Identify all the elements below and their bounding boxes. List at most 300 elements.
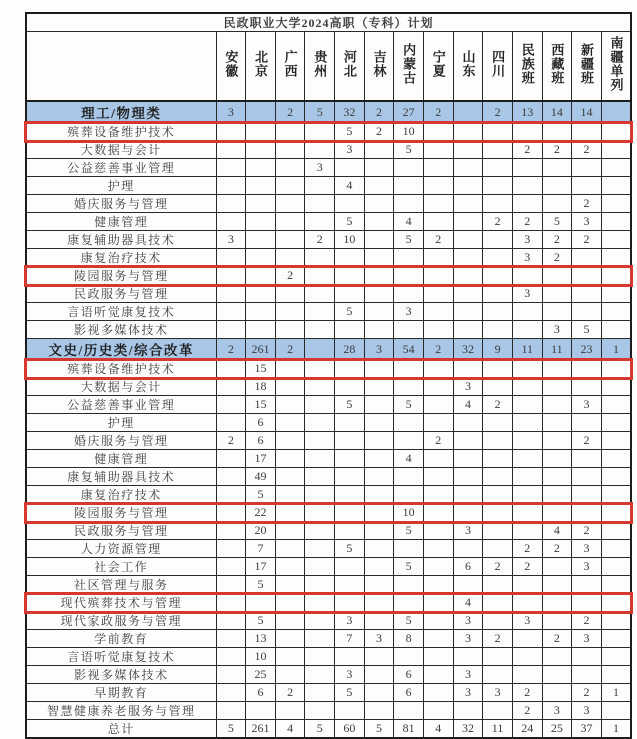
value-cell: [275, 450, 305, 468]
value-cell: 5: [305, 720, 335, 739]
value-cell: [275, 396, 305, 414]
value-cell: 2: [275, 101, 305, 123]
value-cell: 3: [483, 684, 513, 702]
value-cell: 2: [483, 630, 513, 648]
value-cell: [335, 648, 365, 666]
value-cell: [601, 101, 631, 123]
value-cell: [216, 414, 246, 432]
value-cell: [542, 486, 572, 504]
column-header-label: 北京: [252, 50, 268, 78]
value-cell: [572, 504, 602, 522]
value-cell: 3: [512, 231, 542, 249]
value-cell: [512, 303, 542, 321]
value-cell: 4: [453, 594, 483, 612]
row-label: 文史/历史类/综合改革: [26, 339, 216, 360]
corner-cell: [26, 32, 216, 102]
value-cell: [364, 468, 394, 486]
value-cell: [305, 141, 335, 159]
value-cell: [275, 285, 305, 303]
value-cell: 4: [542, 522, 572, 540]
value-cell: [305, 702, 335, 720]
value-cell: 13: [512, 101, 542, 123]
value-cell: [246, 177, 276, 195]
value-cell: [483, 648, 513, 666]
value-cell: 3: [572, 702, 602, 720]
value-cell: [216, 141, 246, 159]
value-cell: [305, 630, 335, 648]
value-cell: [542, 378, 572, 396]
value-cell: [601, 432, 631, 450]
value-cell: [601, 612, 631, 630]
value-cell: [601, 195, 631, 213]
value-cell: 2: [542, 231, 572, 249]
value-cell: [572, 159, 602, 177]
column-header-label: 西藏班: [549, 43, 565, 85]
value-cell: [305, 321, 335, 339]
value-cell: [453, 123, 483, 141]
row-label: 民政服务与管理: [26, 522, 216, 540]
value-cell: 5: [335, 303, 365, 321]
column-header-label: 吉林: [371, 50, 387, 78]
value-cell: [512, 177, 542, 195]
value-cell: 3: [572, 213, 602, 231]
value-cell: [305, 339, 335, 360]
value-cell: [275, 141, 305, 159]
row-label: 婚庆服务与管理: [26, 195, 216, 213]
value-cell: 32: [335, 101, 365, 123]
table-row: [26, 486, 631, 504]
value-cell: [364, 450, 394, 468]
value-cell: [364, 558, 394, 576]
value-cell: [335, 360, 365, 378]
value-cell: [423, 630, 453, 648]
value-cell: [305, 468, 335, 486]
value-cell: [216, 630, 246, 648]
value-cell: 3: [335, 141, 365, 159]
row-label: 现代殡葬技术与管理: [26, 594, 216, 612]
value-cell: 3: [572, 630, 602, 648]
value-cell: 2: [512, 702, 542, 720]
value-cell: [305, 504, 335, 522]
value-cell: 6: [246, 432, 276, 450]
value-cell: [483, 468, 513, 486]
value-cell: [542, 558, 572, 576]
value-cell: 11: [542, 339, 572, 360]
value-cell: [394, 321, 424, 339]
row-label: 理工/物理类: [26, 101, 216, 123]
value-cell: [423, 285, 453, 303]
value-cell: [246, 267, 276, 285]
value-cell: [542, 285, 572, 303]
value-cell: 7: [335, 630, 365, 648]
value-cell: [394, 468, 424, 486]
value-cell: [275, 594, 305, 612]
value-cell: [275, 378, 305, 396]
column-header-label: 四川: [490, 50, 506, 78]
value-cell: 2: [572, 195, 602, 213]
value-cell: 1: [601, 339, 631, 360]
value-cell: [246, 249, 276, 267]
value-cell: 15: [246, 396, 276, 414]
value-cell: [572, 468, 602, 486]
value-cell: [453, 267, 483, 285]
value-cell: [423, 159, 453, 177]
value-cell: [246, 321, 276, 339]
value-cell: 10: [246, 648, 276, 666]
value-cell: 2: [542, 540, 572, 558]
value-cell: [305, 267, 335, 285]
value-cell: 25: [246, 666, 276, 684]
value-cell: [305, 576, 335, 594]
value-cell: [364, 231, 394, 249]
value-cell: [572, 360, 602, 378]
value-cell: [453, 303, 483, 321]
value-cell: [335, 576, 365, 594]
column-header-8: [453, 32, 483, 102]
value-cell: [216, 177, 246, 195]
value-cell: [216, 540, 246, 558]
row-label: 影视多媒体技术: [26, 321, 216, 339]
value-cell: [542, 267, 572, 285]
value-cell: [305, 396, 335, 414]
value-cell: 2: [423, 231, 453, 249]
value-cell: 2: [305, 231, 335, 249]
value-cell: [453, 101, 483, 123]
value-cell: [572, 450, 602, 468]
value-cell: [364, 432, 394, 450]
value-cell: 2: [216, 432, 246, 450]
value-cell: 18: [246, 378, 276, 396]
value-cell: [483, 195, 513, 213]
row-label: 大数据与会计: [26, 141, 216, 159]
value-cell: [542, 666, 572, 684]
value-cell: [453, 702, 483, 720]
value-cell: [423, 666, 453, 684]
value-cell: 3: [216, 101, 246, 123]
value-cell: [275, 177, 305, 195]
value-cell: [275, 540, 305, 558]
value-cell: 6: [453, 558, 483, 576]
row-label: 学前教育: [26, 630, 216, 648]
value-cell: [423, 141, 453, 159]
value-cell: [305, 195, 335, 213]
value-cell: [601, 177, 631, 195]
value-cell: 261: [246, 720, 276, 739]
value-cell: 13: [246, 630, 276, 648]
value-cell: [453, 504, 483, 522]
value-cell: [216, 702, 246, 720]
value-cell: [394, 159, 424, 177]
value-cell: [601, 576, 631, 594]
value-cell: [394, 486, 424, 504]
value-cell: [601, 666, 631, 684]
value-cell: 3: [512, 285, 542, 303]
value-cell: [601, 360, 631, 378]
value-cell: [364, 666, 394, 684]
value-cell: [364, 684, 394, 702]
value-cell: [453, 486, 483, 504]
value-cell: 2: [275, 684, 305, 702]
value-cell: [453, 360, 483, 378]
table-row: [26, 648, 631, 666]
value-cell: [305, 450, 335, 468]
value-cell: [572, 267, 602, 285]
value-cell: [512, 648, 542, 666]
value-cell: [335, 432, 365, 450]
value-cell: [601, 702, 631, 720]
value-cell: [364, 648, 394, 666]
value-cell: [275, 432, 305, 450]
value-cell: [275, 666, 305, 684]
column-header-label: 贵州: [312, 50, 328, 78]
value-cell: [601, 522, 631, 540]
table-row: [26, 612, 631, 630]
row-label: 陵园服务与管理: [26, 267, 216, 285]
value-cell: [423, 486, 453, 504]
column-header-label: 安徽: [223, 50, 239, 78]
value-cell: [364, 522, 394, 540]
table-row-highlighted: [26, 594, 631, 612]
value-cell: [601, 303, 631, 321]
value-cell: [216, 123, 246, 141]
value-cell: 14: [572, 101, 602, 123]
value-cell: 25: [542, 720, 572, 739]
table-row: [26, 177, 631, 195]
column-header-label: 内蒙古: [401, 43, 417, 85]
value-cell: [216, 285, 246, 303]
value-cell: [216, 612, 246, 630]
value-cell: [601, 486, 631, 504]
value-cell: [512, 666, 542, 684]
row-label: 健康管理: [26, 450, 216, 468]
column-header-row: [26, 32, 631, 102]
value-cell: [483, 486, 513, 504]
value-cell: [483, 432, 513, 450]
value-cell: 32: [453, 339, 483, 360]
value-cell: [275, 468, 305, 486]
value-cell: 3: [453, 522, 483, 540]
value-cell: [453, 432, 483, 450]
column-header-6: [394, 32, 424, 102]
row-label: 护理: [26, 177, 216, 195]
row-label: 健康管理: [26, 213, 216, 231]
value-cell: [305, 612, 335, 630]
value-cell: 2: [572, 684, 602, 702]
value-cell: 3: [542, 321, 572, 339]
value-cell: [512, 576, 542, 594]
table-row: [26, 396, 631, 414]
column-header-13: [601, 32, 631, 102]
value-cell: [335, 504, 365, 522]
value-cell: [601, 321, 631, 339]
value-cell: [246, 101, 276, 123]
value-cell: [423, 594, 453, 612]
value-cell: 5: [394, 612, 424, 630]
value-cell: [423, 468, 453, 486]
column-header-label: 民族班: [519, 43, 535, 85]
value-cell: [364, 360, 394, 378]
value-cell: 3: [453, 666, 483, 684]
table-row-highlighted: [26, 267, 631, 285]
value-cell: [364, 303, 394, 321]
value-cell: 14: [542, 101, 572, 123]
column-header-4: [335, 32, 365, 102]
value-cell: [423, 558, 453, 576]
value-cell: [275, 486, 305, 504]
value-cell: [305, 213, 335, 231]
value-cell: 11: [483, 720, 513, 739]
value-cell: [483, 666, 513, 684]
value-cell: [305, 648, 335, 666]
value-cell: 2: [364, 123, 394, 141]
row-label: 公益慈善事业管理: [26, 159, 216, 177]
value-cell: [423, 450, 453, 468]
value-cell: [483, 141, 513, 159]
value-cell: [423, 576, 453, 594]
value-cell: [216, 666, 246, 684]
column-header-2: [275, 32, 305, 102]
value-cell: 2: [483, 101, 513, 123]
value-cell: 3: [453, 630, 483, 648]
value-cell: [216, 213, 246, 231]
value-cell: 32: [453, 720, 483, 739]
value-cell: [216, 159, 246, 177]
row-label: 康复辅助器具技术: [26, 468, 216, 486]
value-cell: [364, 486, 394, 504]
value-cell: [601, 267, 631, 285]
value-cell: 5: [364, 720, 394, 739]
value-cell: [423, 249, 453, 267]
value-cell: [305, 486, 335, 504]
value-cell: [364, 504, 394, 522]
value-cell: 3: [542, 702, 572, 720]
value-cell: 6: [246, 414, 276, 432]
row-label: 殡葬设备维护技术: [26, 123, 216, 141]
value-cell: [512, 594, 542, 612]
value-cell: [246, 702, 276, 720]
value-cell: [423, 360, 453, 378]
value-cell: [542, 468, 572, 486]
value-cell: [512, 360, 542, 378]
row-label: 社会工作: [26, 558, 216, 576]
value-cell: 5: [335, 123, 365, 141]
value-cell: [216, 303, 246, 321]
value-cell: [275, 522, 305, 540]
value-cell: 5: [305, 101, 335, 123]
value-cell: [512, 504, 542, 522]
value-cell: [483, 177, 513, 195]
value-cell: 17: [246, 558, 276, 576]
value-cell: 9: [483, 339, 513, 360]
column-header-3: [305, 32, 335, 102]
value-cell: [542, 303, 572, 321]
value-cell: 49: [246, 468, 276, 486]
value-cell: [246, 231, 276, 249]
value-cell: [542, 612, 572, 630]
table-row: [26, 159, 631, 177]
value-cell: [512, 468, 542, 486]
value-cell: [216, 486, 246, 504]
value-cell: [335, 321, 365, 339]
table-row: [26, 576, 631, 594]
value-cell: [335, 414, 365, 432]
row-label: 现代家政服务与管理: [26, 612, 216, 630]
value-cell: 37: [572, 720, 602, 739]
column-header-10: [512, 32, 542, 102]
value-cell: [483, 522, 513, 540]
value-cell: 3: [364, 339, 394, 360]
value-cell: [364, 267, 394, 285]
value-cell: [275, 231, 305, 249]
value-cell: [394, 177, 424, 195]
table-row: [26, 468, 631, 486]
column-header-9: [483, 32, 513, 102]
value-cell: [216, 378, 246, 396]
value-cell: [394, 285, 424, 303]
value-cell: 3: [572, 540, 602, 558]
value-cell: [335, 702, 365, 720]
value-cell: [423, 396, 453, 414]
value-cell: [483, 612, 513, 630]
value-cell: [275, 414, 305, 432]
value-cell: [601, 231, 631, 249]
value-cell: [275, 630, 305, 648]
value-cell: [394, 267, 424, 285]
value-cell: 60: [335, 720, 365, 739]
value-cell: [423, 267, 453, 285]
value-cell: [423, 612, 453, 630]
value-cell: 2: [483, 558, 513, 576]
value-cell: [364, 576, 394, 594]
value-cell: 5: [335, 684, 365, 702]
title-row: [26, 13, 631, 32]
table-row: [26, 231, 631, 249]
value-cell: 5: [246, 612, 276, 630]
value-cell: [512, 630, 542, 648]
value-cell: 2: [572, 231, 602, 249]
value-cell: [275, 249, 305, 267]
value-cell: 3: [512, 612, 542, 630]
value-cell: [305, 540, 335, 558]
value-cell: 5: [246, 486, 276, 504]
value-cell: [364, 195, 394, 213]
value-cell: [275, 213, 305, 231]
value-cell: [423, 702, 453, 720]
value-cell: 2: [542, 249, 572, 267]
value-cell: 5: [335, 213, 365, 231]
value-cell: [364, 249, 394, 267]
value-cell: [335, 486, 365, 504]
value-cell: [512, 522, 542, 540]
value-cell: 2: [423, 101, 453, 123]
value-cell: [275, 321, 305, 339]
value-cell: [216, 321, 246, 339]
row-label: 康复治疗技术: [26, 249, 216, 267]
value-cell: [601, 396, 631, 414]
table-row: [26, 285, 631, 303]
table-title: 民政职业大学2024高职（专科）计划: [26, 13, 631, 32]
value-cell: [275, 504, 305, 522]
value-cell: [394, 432, 424, 450]
value-cell: [394, 648, 424, 666]
value-cell: [335, 450, 365, 468]
value-cell: 24: [512, 720, 542, 739]
value-cell: [542, 432, 572, 450]
table-row-highlighted: [26, 504, 631, 522]
value-cell: [305, 303, 335, 321]
value-cell: [483, 450, 513, 468]
row-label: 殡葬设备维护技术: [26, 360, 216, 378]
